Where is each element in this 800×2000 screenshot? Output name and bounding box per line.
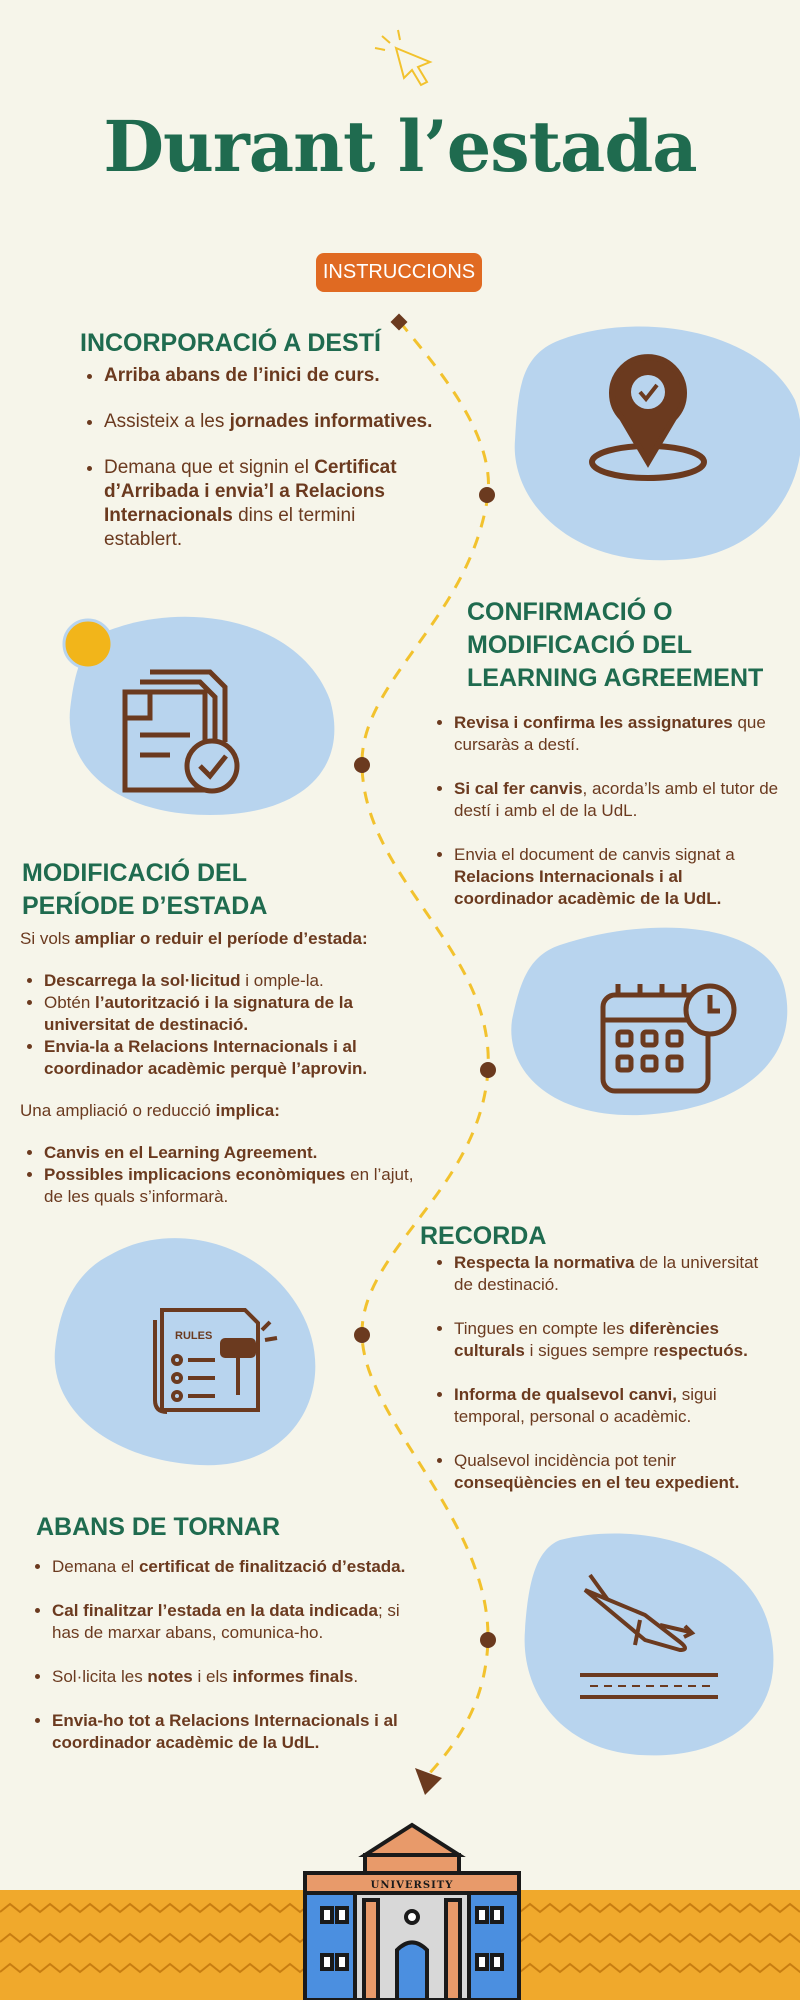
- blob-plane: [525, 1533, 774, 1755]
- list-item: • Envia-la a Relacions Internacionals i al coordinador acadèmic perquè l’aprovin.: [44, 1036, 420, 1080]
- implica-text: Una ampliació o reducció implica:: [20, 1101, 280, 1120]
- section-title: RECORDA: [420, 1222, 547, 1250]
- list-item: • Qualsevol incidència pot tenir conseqüències en el teu expedient.: [454, 1450, 780, 1494]
- path-dot-5: [480, 1632, 496, 1648]
- section-periode-body: [20, 928, 420, 1208]
- university-building-icon: [305, 1825, 519, 2000]
- list-item: • Demana que et signin el Certificat d’Arribada i envia’l a Relacions Internacionals dins el termini establert.: [104, 456, 434, 552]
- list-item: • Descarrega la sol·licitud i omple-la.: [44, 970, 420, 992]
- university-label: UNIVERSITY: [370, 1880, 454, 1891]
- section-confirmacio-list: [430, 712, 780, 910]
- list-item: • Assisteix a les jornades informatives.: [104, 410, 520, 434]
- list-item: • Tingues en compte les diferències culturals i sigues sempre respectuós.: [454, 1318, 780, 1362]
- list-item: • Arriba abans de l’inici de curs.: [104, 364, 520, 388]
- yellow-dot: [64, 620, 112, 668]
- section-tornar: [36, 1511, 436, 1544]
- list-item: • Si cal fer canvis, acorda’ls amb el tutor de destí i amb el de la UdL.: [454, 778, 780, 822]
- section-recorda: [420, 1220, 780, 1253]
- list-item: • Informa de qualsevol canvi, sigui temporal, personal o acadèmic.: [454, 1384, 780, 1428]
- cursor-icon: [375, 30, 430, 85]
- section-periode: [22, 857, 422, 923]
- page-title: Durant l’estada: [103, 105, 697, 188]
- blob-rules: [55, 1238, 316, 1465]
- list-item: • Sol·licita les notes i els informes finals.: [52, 1666, 428, 1688]
- section-tornar-list: [28, 1556, 428, 1754]
- section-incorporacio: [80, 327, 520, 552]
- section-confirmacio: [467, 596, 787, 695]
- list-item: • Demana el certificat de finalització d’estada.: [52, 1556, 428, 1578]
- path-dot-2: [354, 757, 370, 773]
- list-item: • Obtén l’autorització i la signatura de la universitat de destinació.: [44, 992, 420, 1036]
- list-item: • Cal finalitzar l’estada en la data indicada; si has de marxar abans, comunica-ho.: [52, 1600, 428, 1644]
- path-dot-3: [480, 1062, 496, 1078]
- section-title: MODIFICACIÓ DEL PERÍODE D’ESTADA: [22, 859, 268, 920]
- list-item: • Envia el document de canvis signat a Relacions Internacionals i al coordinador acadèmic de la UdL.: [454, 844, 780, 910]
- section-title: ABANS DE TORNAR: [36, 1513, 280, 1541]
- list-item: • Possibles implicacions econòmiques en l’ajut, de les quals s’informarà.: [44, 1164, 420, 1208]
- section-title: INCORPORACIÓ A DESTÍ: [80, 329, 381, 357]
- path-end-arrow: [415, 1768, 442, 1795]
- list-item: • Respecta la normativa de la universitat de destinació.: [454, 1252, 780, 1296]
- intro-text: Si vols ampliar o reduir el període d’estada:: [20, 929, 368, 948]
- instructions-badge: INSTRUCCIONS: [316, 253, 482, 292]
- path-dot-4: [354, 1327, 370, 1343]
- rules-label: RULES: [175, 1330, 213, 1342]
- section-recorda-list: [430, 1252, 780, 1494]
- list-item: • Revisa i confirma les assignatures que cursaràs a destí.: [454, 712, 780, 756]
- list-item: • Envia-ho tot a Relacions Internacionals i al coordinador acadèmic de la UdL.: [52, 1710, 428, 1754]
- list-item: • Canvis en el Learning Agreement.: [44, 1142, 420, 1164]
- section-title: CONFIRMACIÓ O MODIFICACIÓ DEL LEARNING AGREEMENT: [467, 598, 764, 692]
